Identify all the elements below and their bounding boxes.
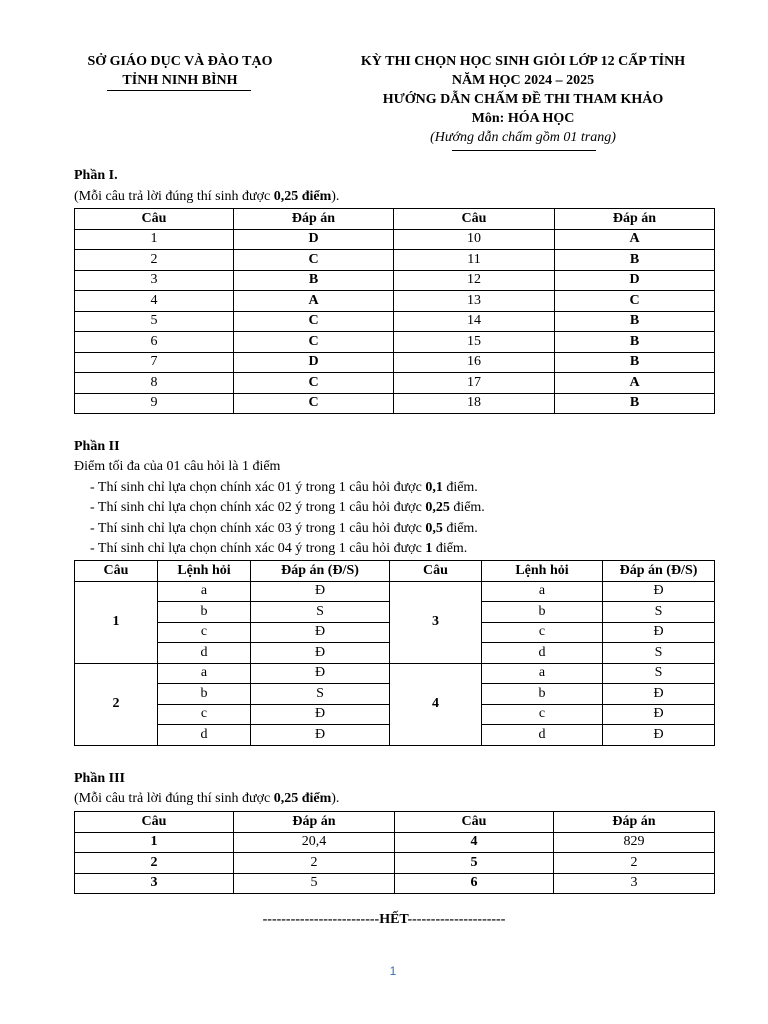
- part1-title: Phần I.: [74, 168, 118, 183]
- table-cell: B: [555, 352, 715, 373]
- table-cell: C: [234, 373, 394, 394]
- table-cell: 3: [390, 581, 482, 663]
- column-header: Đáp án: [234, 209, 394, 230]
- scoring-rule: - Thí sinh chỉ lựa chọn chính xác 04 ý trong 1 câu hỏi được 1 điểm.: [90, 541, 468, 556]
- table-row: [75, 250, 715, 271]
- table-cell: 3: [75, 873, 234, 894]
- table-cell: B: [555, 332, 715, 353]
- table-header-row: [75, 561, 715, 582]
- table-cell: 3: [75, 270, 234, 291]
- table-cell: 4: [75, 291, 234, 312]
- header-left-underline: [107, 90, 251, 91]
- table-cell: 4: [395, 832, 554, 853]
- table-cell: Đ: [251, 663, 390, 684]
- table-row: [75, 311, 715, 332]
- table-row: [75, 229, 715, 250]
- table-cell: 1: [75, 229, 234, 250]
- part1-note: (Mỗi câu trả lời đúng thí sinh được 0,25 điểm).: [74, 189, 340, 204]
- table-cell: c: [158, 622, 251, 643]
- document-title: HƯỚNG DẪN CHẤM ĐỀ THI THAM KHẢO: [382, 92, 664, 107]
- column-header: Câu: [394, 209, 555, 230]
- table-cell: 10: [394, 229, 555, 250]
- table-cell: 1: [75, 581, 158, 663]
- table-cell: 6: [395, 873, 554, 894]
- table-cell: S: [603, 643, 715, 664]
- table-cell: S: [603, 602, 715, 623]
- part2-title: Phần II: [74, 439, 120, 454]
- table-row: [75, 663, 715, 684]
- table-cell: 18: [394, 393, 555, 414]
- column-header: Đáp án: [554, 812, 715, 833]
- table-cell: 3: [554, 873, 715, 894]
- table-cell: 829: [554, 832, 715, 853]
- table-cell: 15: [394, 332, 555, 353]
- table-row: [75, 373, 715, 394]
- scoring-rule: - Thí sinh chỉ lựa chọn chính xác 01 ý trong 1 câu hỏi được 0,1 điểm.: [90, 480, 478, 495]
- table-cell: 5: [75, 311, 234, 332]
- table-cell: d: [482, 643, 603, 664]
- table-cell: B: [555, 393, 715, 414]
- table-cell: Đ: [251, 581, 390, 602]
- table-cell: Đ: [603, 622, 715, 643]
- table-cell: 11: [394, 250, 555, 271]
- column-header: Câu: [390, 561, 482, 582]
- school-year: NĂM HỌC 2024 – 2025: [451, 73, 595, 88]
- table-cell: 13: [394, 291, 555, 312]
- table-cell: 2: [234, 853, 395, 874]
- header-right-underline: [452, 150, 596, 151]
- table-cell: 20,4: [234, 832, 395, 853]
- table-cell: C: [234, 250, 394, 271]
- part3-answer-table: [74, 811, 715, 894]
- table-cell: 2: [75, 250, 234, 271]
- column-header: Đáp án (Đ/S): [603, 561, 715, 582]
- table-cell: A: [555, 373, 715, 394]
- table-cell: D: [555, 270, 715, 291]
- table-cell: Đ: [603, 725, 715, 746]
- table-cell: d: [482, 725, 603, 746]
- header-left: [60, 52, 300, 90]
- table-row: [75, 873, 715, 894]
- table-cell: D: [234, 352, 394, 373]
- column-header: Câu: [75, 812, 234, 833]
- table-cell: B: [234, 270, 394, 291]
- column-header: Đáp án: [234, 812, 395, 833]
- table-cell: b: [158, 684, 251, 705]
- table-cell: a: [482, 663, 603, 684]
- table-cell: B: [555, 311, 715, 332]
- table-cell: 5: [395, 853, 554, 874]
- table-cell: a: [158, 663, 251, 684]
- province-name: TỈNH NINH BÌNH: [122, 73, 238, 88]
- end-marker: -------------------------HẾT---------------------: [262, 912, 506, 927]
- column-header: Lệnh hỏi: [158, 561, 251, 582]
- page-number: 1: [389, 964, 397, 978]
- table-row: [75, 291, 715, 312]
- table-cell: 16: [394, 352, 555, 373]
- table-cell: C: [234, 393, 394, 414]
- table-cell: c: [158, 704, 251, 725]
- exam-title: KỲ THI CHỌN HỌC SINH GIỎI LỚP 12 CẤP TỈNH: [360, 54, 686, 69]
- table-row: [75, 581, 715, 602]
- table-cell: Đ: [251, 725, 390, 746]
- table-cell: d: [158, 725, 251, 746]
- table-row: [75, 270, 715, 291]
- column-header: Câu: [75, 561, 158, 582]
- table-cell: c: [482, 704, 603, 725]
- column-header: Câu: [395, 812, 554, 833]
- table-cell: Đ: [251, 643, 390, 664]
- subject-prefix: Môn:: [471, 111, 508, 126]
- part2-intro: Điểm tối đa của 01 câu hỏi là 1 điểm: [74, 459, 281, 474]
- table-cell: a: [158, 581, 251, 602]
- table-cell: Đ: [603, 684, 715, 705]
- table-cell: 2: [75, 663, 158, 745]
- table-cell: Đ: [251, 622, 390, 643]
- table-cell: b: [158, 602, 251, 623]
- part3-note: (Mỗi câu trả lời đúng thí sinh được 0,25 điểm).: [74, 791, 340, 806]
- table-cell: 8: [75, 373, 234, 394]
- table-cell: 2: [554, 853, 715, 874]
- scoring-rule: - Thí sinh chỉ lựa chọn chính xác 03 ý trong 1 câu hỏi được 0,5 điểm.: [90, 521, 478, 536]
- table-cell: 2: [75, 853, 234, 874]
- table-cell: C: [555, 291, 715, 312]
- table-header-row: [75, 812, 715, 833]
- table-cell: 7: [75, 352, 234, 373]
- scoring-rule: - Thí sinh chỉ lựa chọn chính xác 02 ý trong 1 câu hỏi được 0,25 điểm.: [90, 500, 485, 515]
- table-cell: Đ: [603, 581, 715, 602]
- column-header: Lệnh hỏi: [482, 561, 603, 582]
- table-cell: 14: [394, 311, 555, 332]
- table-cell: 4: [390, 663, 482, 745]
- table-cell: B: [555, 250, 715, 271]
- page-count-note: (Hướng dẫn chấm gồm 01 trang): [430, 130, 616, 145]
- table-row: [75, 332, 715, 353]
- table-cell: Đ: [251, 704, 390, 725]
- subject-line: [330, 109, 716, 128]
- table-header-row: [75, 209, 715, 230]
- column-header: Câu: [75, 209, 234, 230]
- column-header: Đáp án (Đ/S): [251, 561, 390, 582]
- table-cell: b: [482, 602, 603, 623]
- table-cell: S: [251, 684, 390, 705]
- table-cell: Đ: [603, 704, 715, 725]
- table-cell: C: [234, 332, 394, 353]
- part2-answer-table: [74, 560, 715, 746]
- table-row: [75, 393, 715, 414]
- table-cell: A: [234, 291, 394, 312]
- part3-title: Phần III: [74, 771, 125, 786]
- table-cell: d: [158, 643, 251, 664]
- table-cell: 9: [75, 393, 234, 414]
- table-row: [75, 853, 715, 874]
- table-cell: 5: [234, 873, 395, 894]
- table-cell: 6: [75, 332, 234, 353]
- table-cell: 17: [394, 373, 555, 394]
- table-row: [75, 352, 715, 373]
- part1-answer-table: [74, 208, 715, 414]
- header-right: [330, 52, 716, 147]
- table-cell: S: [251, 602, 390, 623]
- table-cell: 12: [394, 270, 555, 291]
- table-cell: c: [482, 622, 603, 643]
- subject-name: HÓA HỌC: [507, 111, 575, 126]
- column-header: Đáp án: [555, 209, 715, 230]
- table-row: [75, 832, 715, 853]
- table-cell: C: [234, 311, 394, 332]
- table-cell: a: [482, 581, 603, 602]
- table-cell: b: [482, 684, 603, 705]
- table-cell: A: [555, 229, 715, 250]
- table-cell: D: [234, 229, 394, 250]
- department-name: SỞ GIÁO DỤC VÀ ĐÀO TẠO: [87, 54, 273, 69]
- table-cell: 1: [75, 832, 234, 853]
- table-cell: S: [603, 663, 715, 684]
